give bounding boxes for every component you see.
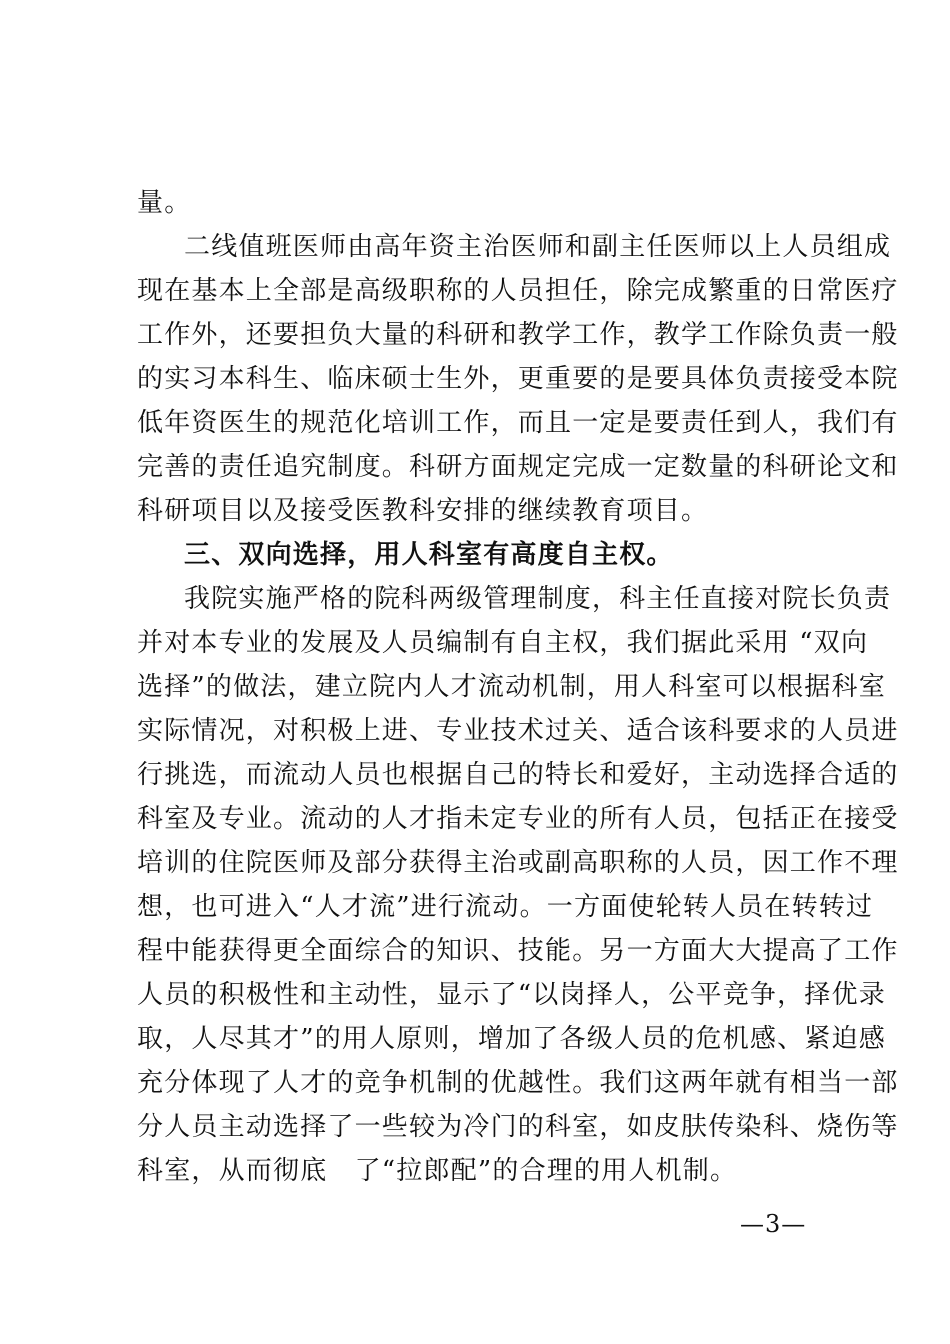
text-line: 充分体现了人才的竞争机制的优越性。我们这两年就有相当一部	[137, 1068, 899, 1098]
text-line: 选择”的做法，建立院内人才流动机制，用人科室可以根据科室	[137, 672, 886, 702]
page-number: —3—	[740, 1210, 807, 1238]
paragraph-start-line: 我院实施严格的院科两级管理制度，科主任直接对院长负责	[184, 584, 892, 614]
text-line: 分人员主动选择了一些较为冷门的科室，如皮肤传染科、烧伤等	[137, 1112, 899, 1142]
text-line: 量。	[137, 188, 192, 218]
text-line: 行挑选，而流动人员也根据自己的特长和爱好，主动选择合适的	[137, 760, 899, 790]
text-line: 完善的责任追究制度。科研方面规定完成一定数量的科研论文和	[137, 452, 899, 482]
text-line: 的实习本科生、临床硕士生外，更重要的是要具体负责接受本院	[137, 364, 899, 394]
text-line: 取，人尽其才”的用人原则，增加了各级人员的危机感、紧迫感	[137, 1024, 886, 1054]
text-line: 低年资医生的规范化培训工作，而且一定是要责任到人，我们有	[137, 408, 899, 438]
text-line: 并对本专业的发展及人员编制有自主权，我们据此采用 “双向	[137, 628, 869, 658]
paragraph-start-line: 二线值班医师由高年资主治医师和副主任医师以上人员组成	[184, 232, 892, 262]
text-line: 实际情况，对积极上进、专业技术过关、适合该科要求的人员进	[137, 716, 899, 746]
text-line: 科室及专业。流动的人才指未定专业的所有人员，包括正在接受	[137, 804, 899, 834]
text-line: 程中能获得更全面综合的知识、技能。另一方面大大提高了工作	[137, 936, 899, 966]
text-line: 工作外，还要担负大量的科研和教学工作，教学工作除负责一般	[137, 320, 899, 350]
text-line: 现在基本上全部是高级职称的人员担任，除完成繁重的日常医疗	[137, 276, 899, 306]
section-heading: 三、双向选择，用人科室有高度自主权。	[184, 540, 674, 570]
text-line: 科研项目以及接受医教科安排的继续教育项目。	[137, 496, 709, 526]
text-line: 人员的积极性和主动性，显示了“以岗择人，公平竞争，择优录	[137, 980, 886, 1010]
text-line: 科室，从而彻底 了“拉郎配”的合理的用人机制。	[137, 1156, 738, 1186]
text-line: 想，也可进入“人才流”进行流动。一方面使轮转人员在转转过	[137, 892, 874, 922]
text-line: 培训的住院医师及部分获得主治或副高职称的人员，因工作不理	[137, 848, 899, 878]
